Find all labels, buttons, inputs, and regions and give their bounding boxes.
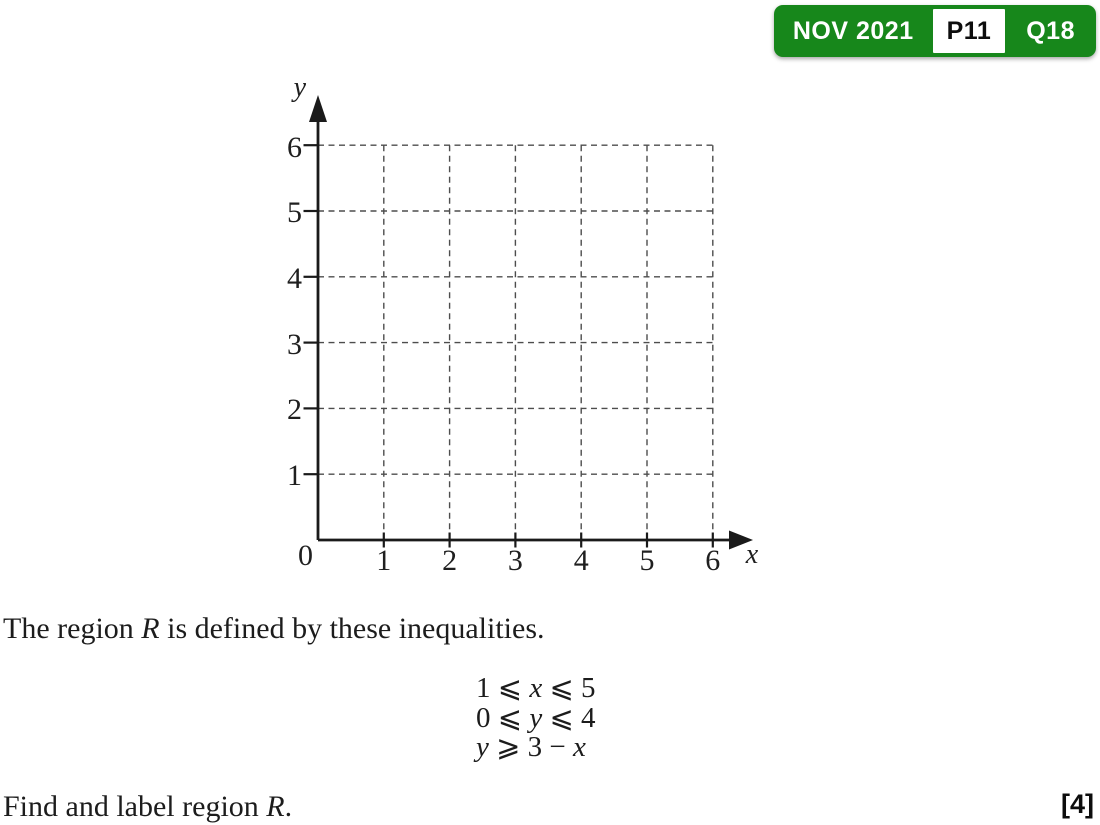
axes <box>309 95 753 550</box>
y-tick-label-3: 3 <box>287 328 302 361</box>
ineq-variable: y <box>529 701 543 734</box>
inequality-line-2 <box>476 701 596 734</box>
x-tick-label-3: 3 <box>507 544 523 577</box>
y-tick-label-1: 1 <box>287 459 302 492</box>
ineq-variable: x <box>573 731 586 763</box>
intro-text-pre: The region <box>3 612 142 645</box>
inequalities-block <box>476 674 596 763</box>
intro-text-post: is defined by these inequalities. <box>159 612 545 645</box>
ineq-text: ⩾ 3 − <box>488 731 574 763</box>
task-text-pre: Find and label region <box>3 790 267 823</box>
ineq-variable: y <box>476 731 489 763</box>
ineq-variable: x <box>529 672 543 704</box>
question-task <box>3 790 292 824</box>
question-intro <box>3 612 545 646</box>
gridlines <box>318 145 713 540</box>
ineq-text: 1 ⩽ <box>476 672 530 704</box>
x-axis-letter: x <box>745 539 759 570</box>
ineq-text: ⩽ 4 <box>542 701 596 734</box>
badge-paper-label: P11 <box>933 9 1006 53</box>
inequality-line-3 <box>476 733 596 763</box>
marks-label: [4] <box>1061 789 1094 819</box>
x-tick-label-5: 5 <box>639 544 655 577</box>
inequality-line-1 <box>476 674 596 704</box>
ineq-text: 0 ⩽ <box>476 701 530 734</box>
x-tick-label-2: 2 <box>442 544 458 577</box>
x-tick-label-1: 1 <box>376 544 392 577</box>
tick-marks <box>304 145 713 547</box>
task-text-post: . <box>284 790 293 823</box>
y-tick-label-4: 4 <box>287 262 302 295</box>
y-tick-label-5: 5 <box>287 196 302 229</box>
badge-session-label: NOV 2021 <box>792 16 914 45</box>
ineq-text: ⩽ 5 <box>542 672 596 704</box>
origin-label: 0 <box>298 539 313 572</box>
y-tick-label-2: 2 <box>287 393 302 426</box>
x-tick-label-6: 6 <box>705 544 721 577</box>
region-symbol: R <box>266 790 285 823</box>
y-tick-label-6: 6 <box>287 131 302 164</box>
axis-labels <box>287 75 759 577</box>
x-tick-label-4: 4 <box>573 544 589 577</box>
question-ref-badge <box>774 5 1096 57</box>
y-axis-letter: y <box>293 75 306 103</box>
coordinate-grid <box>255 75 765 590</box>
y-axis-arrowhead-icon <box>309 95 327 122</box>
badge-question-label: Q18 <box>1026 16 1075 45</box>
region-symbol: R <box>141 612 160 645</box>
